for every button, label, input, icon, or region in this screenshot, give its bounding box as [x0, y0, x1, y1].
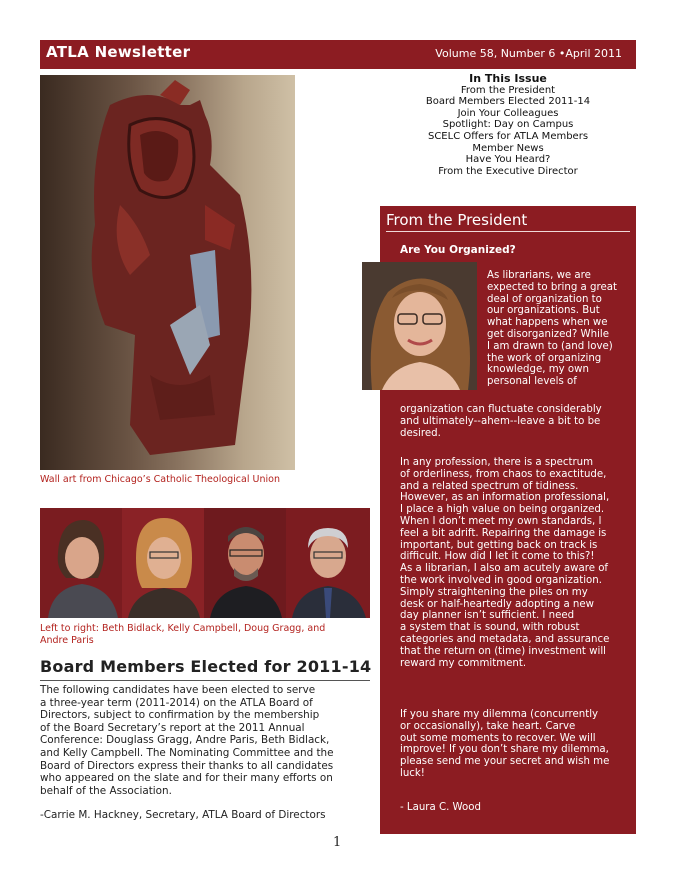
body-line: what happens when we — [487, 317, 608, 329]
body-line: Board of Directors express their thanks to all candidates — [40, 759, 334, 772]
body-line: Directors, subject to confirmation by the membership — [40, 709, 320, 722]
body-line: When I don’t meet my own standards, I — [400, 515, 602, 527]
body-line: categories and metadata, and assurance — [400, 633, 610, 645]
body-line: luck! — [400, 767, 425, 779]
wall-art-caption: Wall art from Chicago’s Catholic Theological Union — [40, 474, 280, 485]
body-line: our organizations. But — [487, 305, 600, 317]
body-line: of orderliness, from chaos to exactitude, — [400, 468, 607, 480]
body-line: or occasionally), take heart. Carve — [400, 720, 576, 732]
page-number: 1 — [333, 835, 342, 850]
body-line: get disorganized? While — [487, 328, 609, 340]
portrait-kelly-campbell — [122, 508, 204, 618]
in-this-issue — [380, 73, 636, 177]
body-line: Conference: Douglass Gragg, Andre Paris, Beth Bidlack, — [40, 734, 330, 747]
board-photo-caption — [40, 623, 325, 646]
president-intro-wrap — [487, 270, 617, 388]
body-line: the work involved in good organization. — [400, 574, 602, 586]
body-line: of the Board Secretary’s report at the 2011 Annual — [40, 721, 305, 734]
president-paragraph-3 — [400, 709, 609, 780]
president-portrait — [362, 262, 477, 390]
wall-art-photo — [40, 75, 295, 470]
body-line: who appeared on the slate and for their many efforts on — [40, 772, 333, 785]
caption-line: Andre Paris — [40, 634, 94, 646]
president-paragraph-1 — [400, 404, 602, 439]
heading-divider — [40, 680, 370, 681]
body-line: I am drawn to (and love) — [487, 340, 613, 352]
toc-item[interactable]: Spotlight: Day on Campus — [442, 119, 574, 131]
caption-line: Left to right: Beth Bidlack, Kelly Campbell, Doug Gragg, and — [40, 623, 326, 634]
board-article-signature: -Carrie M. Hackney, Secretary, ATLA Board of Directors — [40, 809, 326, 821]
toc-item[interactable]: Join Your Colleagues — [457, 107, 559, 119]
body-line: important, but getting back on track is — [400, 539, 598, 551]
body-line: feel a bit adrift. Repairing the damage is — [400, 527, 607, 539]
body-line: and Kelly Campbell. The Nominating Committee and the — [40, 746, 334, 759]
body-line: out some moments to recover. We will — [400, 732, 596, 744]
issue-info: Volume 58, Number 6 •April 2011 — [435, 47, 622, 60]
body-line: a system that is sound, with robust — [400, 622, 580, 634]
body-line: day planner isn’t sufficient. I need — [400, 610, 575, 622]
body-line: If you share my dilemma (concurrently — [400, 709, 599, 720]
body-line: However, as an information professional, — [400, 492, 610, 504]
heading-divider — [386, 231, 630, 232]
toc-item[interactable]: From the President — [460, 84, 556, 96]
body-line: difficult. How did I let it come to this?! — [400, 551, 595, 563]
body-line: As librarians, we are — [487, 270, 591, 281]
president-heading: From the President — [386, 211, 528, 229]
newsletter-title: ATLA Newsletter — [46, 43, 191, 61]
board-members-photo — [40, 508, 370, 618]
body-line: desk or half-heartedly adopting a new — [400, 598, 594, 610]
body-line: a three-year term (2011-2014) on the ATLA Board of — [40, 696, 313, 709]
toc-item[interactable]: SCELC Offers for ATLA Members — [427, 130, 589, 142]
board-article-body — [40, 684, 370, 797]
body-line: deal of organization to — [487, 293, 602, 305]
toc-item[interactable]: Board Members Elected 2011-14 — [425, 96, 591, 108]
body-line: In any profession, there is a spectrum — [400, 457, 594, 468]
body-line: knowledge, my own — [487, 364, 589, 376]
board-article-heading: Board Members Elected for 2011-14 — [40, 657, 372, 676]
president-subheading: Are You Organized? — [400, 244, 516, 256]
president-paragraph-2 — [400, 457, 609, 669]
body-line: please send me your secret and wish me — [400, 756, 610, 768]
body-line: that the return on (time) investment will — [400, 645, 606, 657]
body-line: behalf of the Association. — [40, 784, 172, 797]
masthead-bar — [40, 40, 636, 69]
toc-item[interactable]: From the Executive Director — [438, 165, 578, 177]
portrait-beth-bidlack — [40, 508, 122, 618]
president-signature: - Laura C. Wood — [400, 802, 481, 813]
body-line: and ultimately--ahem--leave a bit to be — [400, 415, 601, 427]
body-line: desired. — [400, 427, 441, 439]
toc-item[interactable]: Member News — [472, 142, 544, 154]
body-line: improve! If you don’t share my dilemma, — [400, 744, 609, 756]
portrait-doug-gragg — [204, 508, 286, 618]
body-line: personal levels of — [487, 376, 577, 388]
body-line: reward my commitment. — [400, 657, 527, 669]
body-line: expected to bring a great — [487, 281, 617, 293]
body-line: organization can fluctuate considerably — [400, 404, 602, 415]
body-line: The following candidates have been elected to serve — [40, 684, 316, 696]
body-line: Simply straightening the piles on my — [400, 586, 588, 598]
portrait-andre-paris — [286, 508, 370, 618]
body-line: the work of organizing — [487, 352, 602, 364]
body-line: I place a high value on being organized. — [400, 504, 605, 516]
body-line: As a librarian, I also am acutely aware of — [400, 563, 609, 575]
toc-item[interactable]: Have You Heard? — [465, 154, 551, 166]
body-line: and a related spectrum of tidiness. — [400, 480, 579, 492]
toc-heading: In This Issue — [469, 72, 547, 85]
